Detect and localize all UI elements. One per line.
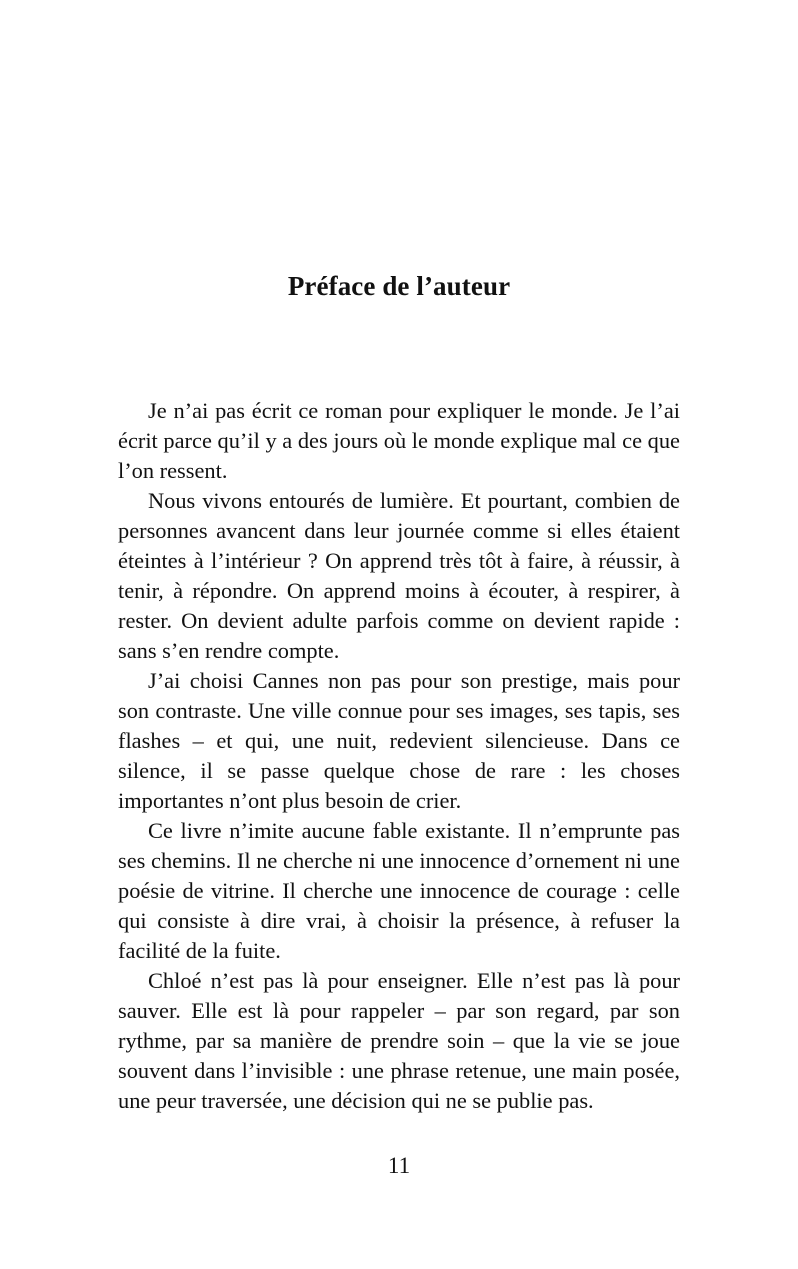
paragraph-1: Je n’ai pas écrit ce roman pour expliquer le monde. Je l’ai écrit parce qu’il y a des jours où le monde explique mal ce que l’on ressent. (118, 398, 680, 483)
paragraph-2: Nous vivons entourés de lumière. Et pourtant, combien de personnes avancent dans leur journée comme si elles étaient éteintes à l’intérieur ? On apprend très tôt à faire, à réussir, à tenir, à répondre. On apprend moins à écouter, à respirer, à rester. On devient adulte parfois comme on devient rapide : sans s’en rendre compte. (118, 488, 680, 663)
page-number: 11 (387, 1153, 411, 1178)
preface-body (118, 396, 680, 1116)
paragraph-4: Ce livre n’imite aucune fable existante. Il n’emprunte pas ses chemins. Il ne cherche ni une innocence d’ornement ni une poésie de vitrine. Il cherche une innocence de courage : celle qui consiste à dire vrai, à choisir la présence, à refuser la facilité de la fuite. (118, 818, 680, 963)
paragraph-5: Chloé n’est pas là pour enseigner. Elle n’est pas là pour sauver. Elle est là pour rappeler – par son regard, par son rythme, par sa manière de prendre soin – que la vie se joue souvent dans l’invisible : une phrase retenue, une main posée, une peur traversée, une décision qui ne se publie pas. (118, 968, 680, 1113)
paragraph-3: J’ai choisi Cannes non pas pour son prestige, mais pour son contraste. Une ville connue pour ses images, ses tapis, ses flashes – et qui, une nuit, redevient silencieuse. Dans ce silence, il se passe quelque chose de rare : les choses importantes n’ont plus besoin de crier. (118, 668, 680, 813)
chapter-title: Préface de l’auteur (287, 271, 511, 301)
